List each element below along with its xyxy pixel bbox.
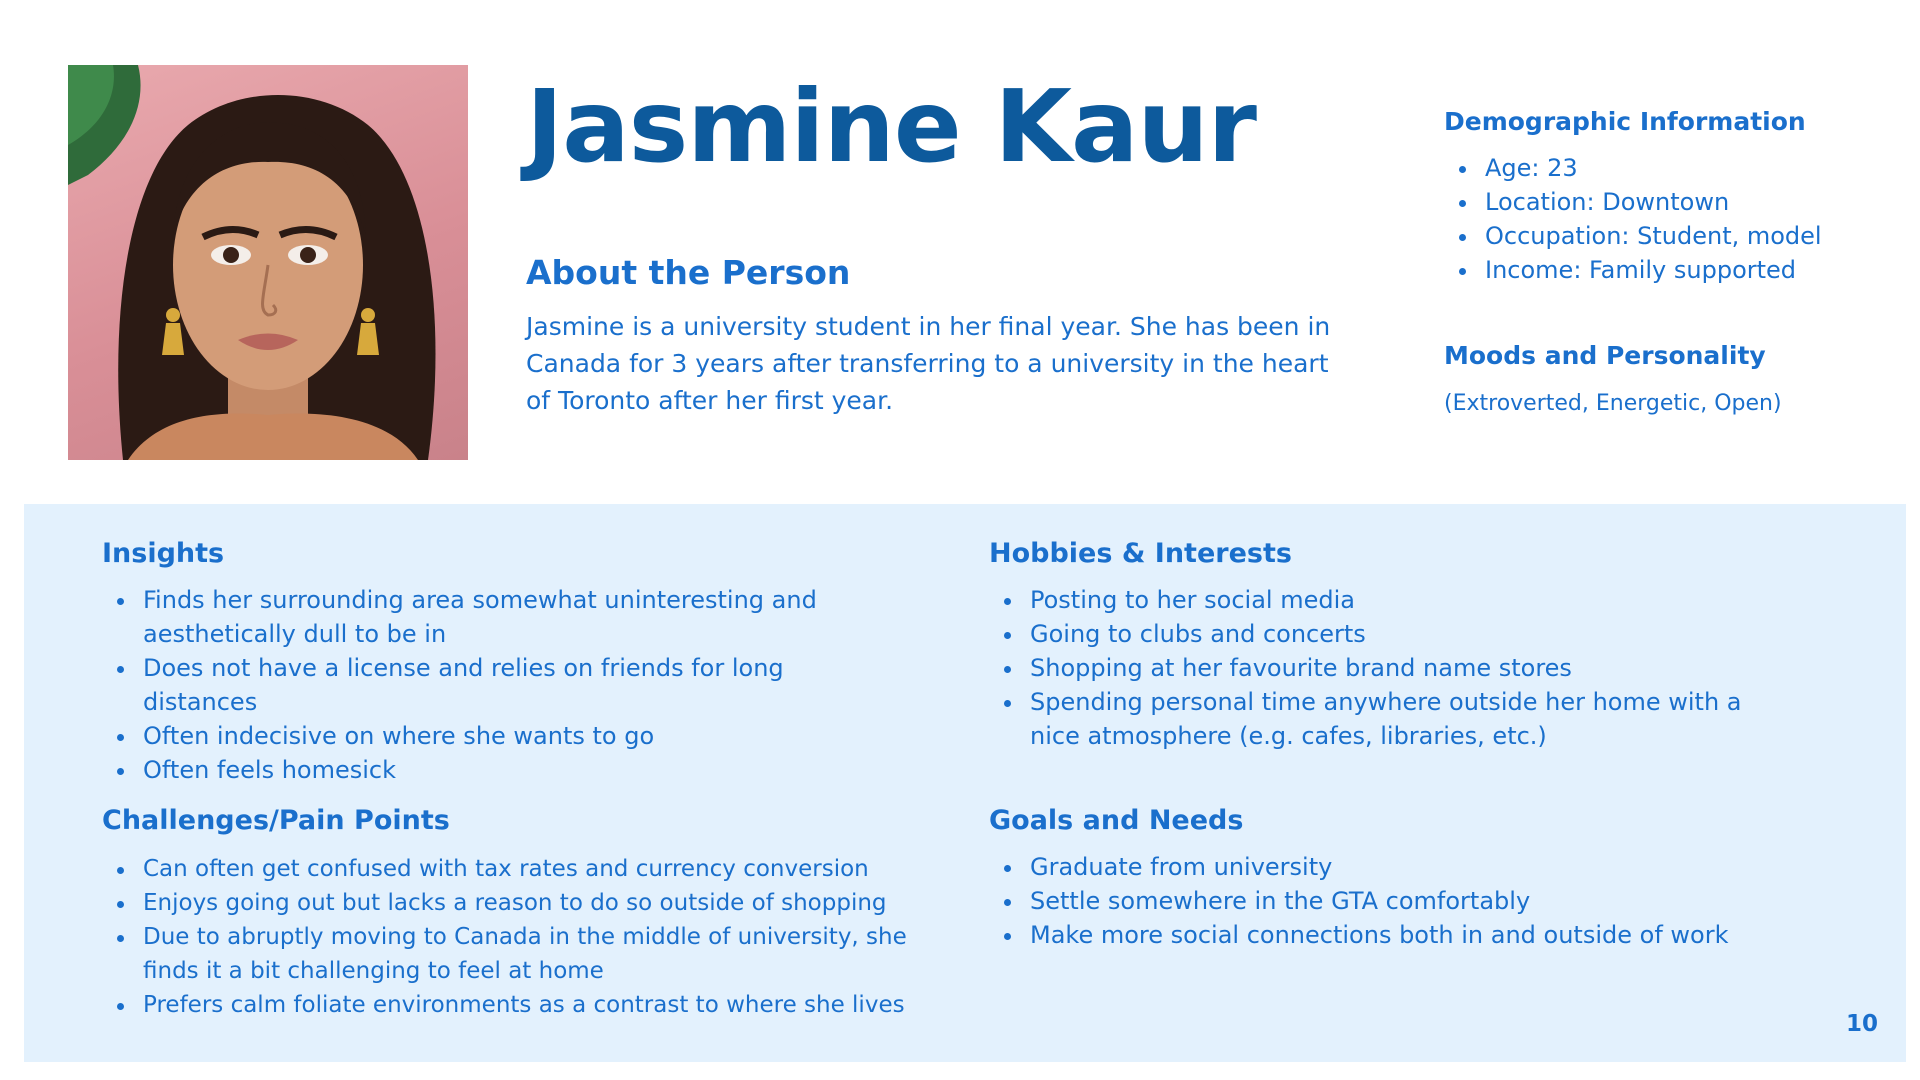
challenges-title: Challenges/Pain Points bbox=[102, 805, 450, 836]
insights-title: Insights bbox=[102, 538, 225, 569]
challenges-list bbox=[102, 852, 942, 1022]
hobbies-list bbox=[989, 583, 1749, 753]
demographic-item: Location: Downtown bbox=[1444, 185, 1822, 219]
about-text: Jasmine is a university student in her final year. She has been in Canada for 3 years after transferring to a university in the heart of Toronto after her first year. bbox=[526, 312, 1331, 415]
insight-item: Often feels homesick bbox=[102, 753, 822, 787]
hobby-item: Posting to her social media bbox=[989, 583, 1749, 617]
demographic-item: Age: 23 bbox=[1444, 151, 1822, 185]
challenge-item: Prefers calm foliate environments as a contrast to where she lives bbox=[102, 988, 942, 1022]
insight-item: Does not have a license and relies on friends for long distances bbox=[102, 651, 822, 719]
goal-item: Settle somewhere in the GTA comfortably bbox=[989, 884, 1749, 918]
demographic-title: Demographic Information bbox=[1444, 107, 1806, 136]
moods-text: (Extroverted, Energetic, Open) bbox=[1444, 391, 1782, 416]
page-number: 10 bbox=[1846, 1011, 1879, 1037]
challenge-item: Can often get confused with tax rates and currency conversion bbox=[102, 852, 942, 886]
moods-title: Moods and Personality bbox=[1444, 341, 1766, 370]
demographic-item: Occupation: Student, model bbox=[1444, 219, 1822, 253]
goals-title: Goals and Needs bbox=[989, 805, 1244, 836]
hobby-item: Going to clubs and concerts bbox=[989, 617, 1749, 651]
challenge-item: Enjoys going out but lacks a reason to do so outside of shopping bbox=[102, 886, 942, 920]
profile-photo bbox=[68, 65, 468, 460]
goals-list bbox=[989, 850, 1749, 952]
challenge-item: Due to abruptly moving to Canada in the middle of university, she finds it a bit challenging to feel at home bbox=[102, 920, 942, 988]
goal-item: Make more social connections both in and outside of work bbox=[989, 918, 1749, 952]
demographic-list bbox=[1444, 151, 1822, 287]
insight-item: Often indecisive on where she wants to go bbox=[102, 719, 822, 753]
goal-item: Graduate from university bbox=[989, 850, 1749, 884]
hobbies-title: Hobbies & Interests bbox=[989, 538, 1292, 569]
persona-name: Jasmine Kaur bbox=[526, 68, 1256, 185]
about-title: About the Person bbox=[526, 253, 851, 292]
demographic-item: Income: Family supported bbox=[1444, 253, 1822, 287]
hobby-item: Shopping at her favourite brand name stores bbox=[989, 651, 1749, 685]
hobby-item: Spending personal time anywhere outside her home with a nice atmosphere (e.g. cafes, libraries, etc.) bbox=[989, 685, 1749, 753]
insight-item: Finds her surrounding area somewhat uninteresting and aesthetically dull to be in bbox=[102, 583, 822, 651]
insights-list bbox=[102, 583, 822, 787]
